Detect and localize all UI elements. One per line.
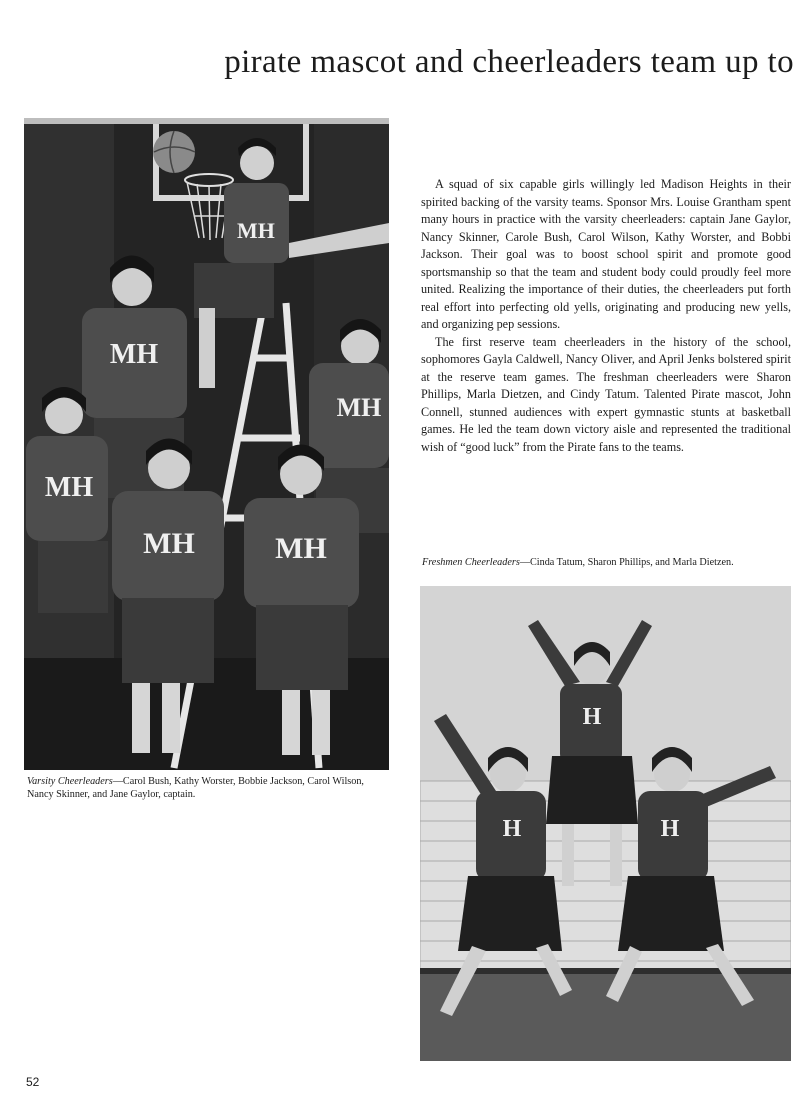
sweater-letter: MH: [275, 532, 327, 565]
page-headline: pirate mascot and cheerleaders team up to: [224, 44, 794, 80]
caption-text: —Cinda Tatum, Sharon Phillips, and Marla Dietzen.: [519, 557, 734, 568]
sweater-letter: MH: [237, 218, 275, 243]
caption-label: Freshmen Cheerleaders: [422, 557, 520, 568]
sweater-letter: MH: [143, 527, 195, 560]
sweater-letter: MH: [336, 393, 382, 422]
article-body: [421, 176, 791, 456]
sweater-letter: H: [582, 704, 602, 730]
article-paragraph: The first reserve team cheerleaders in the history of the school, sophomores Gayla Caldwell, Nancy Oliver, and April Jenks bolstered spirit at the reserve team games. The freshman cheerleaders were Sharon Phillips, Marla Dietzen, and Cindy Tatum. Talented Pirate mascot, John Connell, stunned audiences with expert gymnastic stunts at basketball games. He led the team down victory aisle and represented the traditional wish of “good luck” from the Pirate fans to the teams.: [421, 334, 791, 454]
sweater-letter: H: [660, 816, 680, 842]
sweater-letter: MH: [109, 339, 159, 370]
freshmen-cheerleaders-photo: [420, 586, 791, 1061]
caption-label: Varsity Cheerleaders: [27, 776, 113, 787]
caption-text: —Carol Bush, Kathy Worster, Bobbie Jackson, Carol Wilson, Nancy Skinner, and Jane Gaylor, captain.: [27, 776, 364, 800]
sweater-letter: MH: [44, 472, 94, 503]
varsity-cheerleaders-photo: [24, 118, 389, 770]
varsity-photo-caption: [27, 776, 392, 801]
page-number: 52: [26, 1075, 40, 1089]
basketball-icon: [153, 131, 195, 173]
freshmen-photo-caption: [422, 557, 790, 570]
article-paragraph: A squad of six capable girls willingly led Madison Heights in their spirited backing of the varsity teams. Sponsor Mrs. Louise Grantham spent many hours in practice with the varsity cheerleaders: captain Jane Gaylor, Nancy Skinner, Carole Bush, Carol Wilson, Kathy Worster, and Bobbi Jackson. Their goal was to boost school spirit and promote good sportsmanship so that the team and student body could proudly feel more united. Realizing the importance of their duties, the cheerleaders put forth real effort into perfecting old yells, originating and producing new yells, and organizing pep sessions.: [421, 177, 791, 331]
sweater-letter: H: [502, 816, 522, 842]
